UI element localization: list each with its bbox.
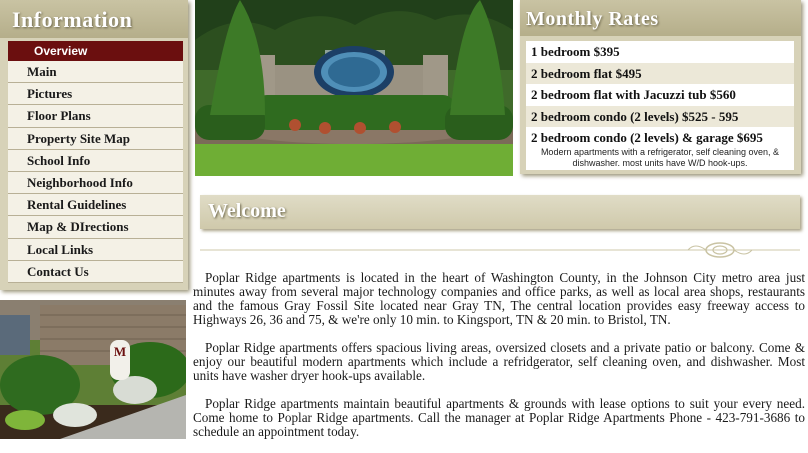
nav-item-property-site-map[interactable]: Property Site Map xyxy=(8,128,183,150)
welcome-paragraph: Poplar Ridge apartments maintain beautiful apartments & grounds with lease options to suit your every need. Come home to Poplar Ridge apartments. Call the manager at Poplar Ridge Apartments Phone - 423-791-3686 to schedule an appointment today. xyxy=(193,396,805,439)
apartment-sign-letter: M xyxy=(113,344,127,359)
welcome-title: Welcome xyxy=(208,200,286,222)
nav-item-main[interactable]: Main xyxy=(8,61,183,83)
rate-item: 2 bedroom condo (2 levels) $525 - 595 xyxy=(526,106,794,128)
rate-item: 1 bedroom $395 xyxy=(526,41,794,63)
nav-item-pictures[interactable]: Pictures xyxy=(8,83,183,105)
rates-title: Monthly Rates xyxy=(526,8,659,30)
nav-item-contact-us[interactable]: Contact Us xyxy=(8,261,183,283)
information-title: Information xyxy=(12,7,133,32)
garden-photo xyxy=(0,300,186,439)
information-header xyxy=(0,0,188,38)
rates-list xyxy=(526,41,794,149)
rates-header xyxy=(520,0,801,36)
welcome-text xyxy=(193,271,805,453)
welcome-paragraph: Poplar Ridge apartments offers spacious living areas, oversized closets and a private patio or balcony. Come & enjoy our beautiful modern apartments which include a refridgerator, self cleaning oven, and dishwasher. Most units have washer dryer hook-ups available. xyxy=(193,340,805,383)
rates-note: Modern apartments with a refrigerator, self cleaning oven, & dishwasher. most units have W/D hook-ups. xyxy=(526,146,794,170)
nav-item-school-info[interactable]: School Info xyxy=(8,150,183,172)
welcome-paragraph: Poplar Ridge apartments is located in the heart of Washington County, in the Johnson City metro area just minutes away from several major technology companies and office parks, as well as local area shops, restaurants and the famous Gray Fossil Site located near Gray TN, The central location provides easy freeway access to Highways 26, 36 and 75, & we're only 10 min. to Kingsport, TN & 20 min. to Bristol, TN. xyxy=(193,270,805,327)
rate-item: 2 bedroom flat with Jacuzzi tub $560 xyxy=(526,84,794,106)
nav-item-local-links[interactable]: Local Links xyxy=(8,239,183,261)
entrance-photo xyxy=(195,0,513,176)
information-panel xyxy=(0,0,188,290)
rate-item: 2 bedroom flat $495 xyxy=(526,63,794,85)
nav-item-floor-plans[interactable]: Floor Plans xyxy=(8,105,183,127)
nav-item-overview[interactable]: Overview xyxy=(8,41,183,61)
rate-item: 2 bedroom condo (2 levels) & garage $695 xyxy=(526,127,794,149)
welcome-bar xyxy=(200,195,800,229)
ornamental-divider xyxy=(200,238,800,262)
info-nav-menu xyxy=(8,41,183,283)
nav-item-neighborhood-info[interactable]: Neighborhood Info xyxy=(8,172,183,194)
monthly-rates-panel xyxy=(520,0,801,174)
nav-item-map-directions[interactable]: Map & DIrections xyxy=(8,216,183,238)
nav-item-rental-guidelines[interactable]: Rental Guidelines xyxy=(8,194,183,216)
